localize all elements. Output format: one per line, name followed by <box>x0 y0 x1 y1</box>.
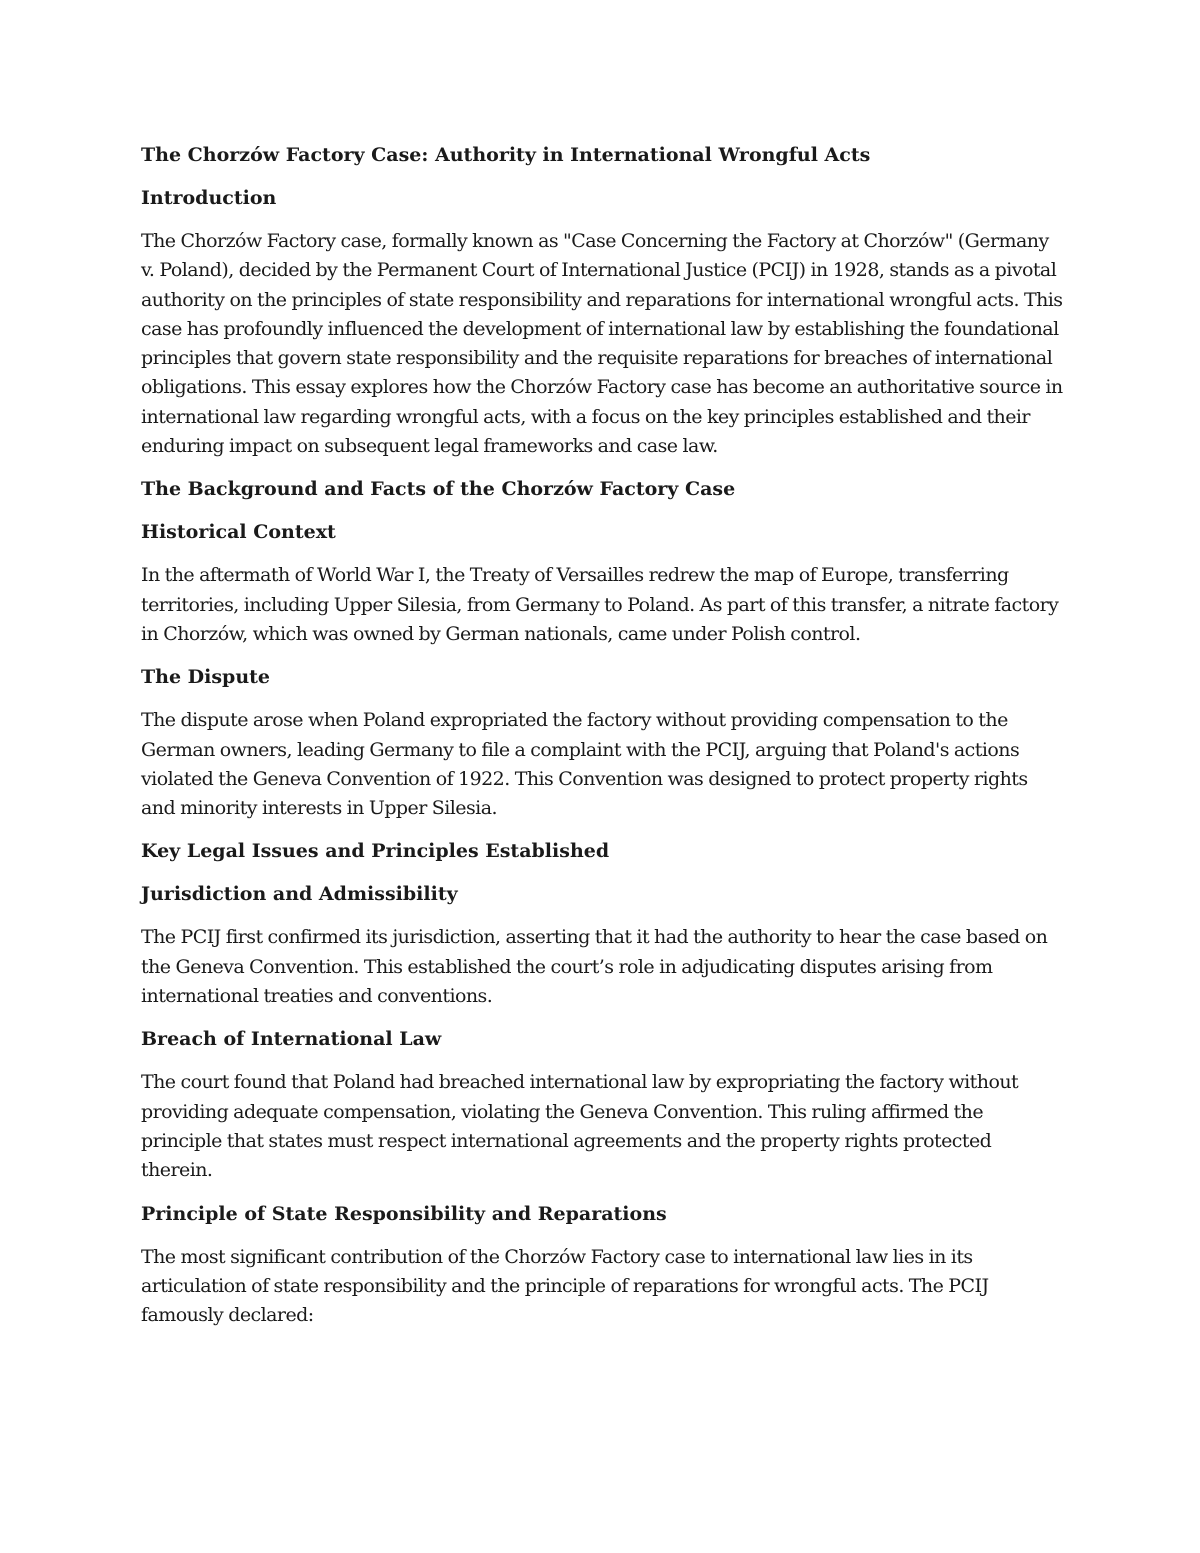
paragraph-state-responsibility: The most significant contribution of the Chorzów Factory case to international law lies in its articulation of state responsibility and the principle of reparations for wrongful acts. The PCIJ famously declared: <box>141 1245 989 1327</box>
document-page <box>141 141 1066 1344</box>
paragraph-the-dispute: The dispute arose when Poland expropriated the factory without providing compensation to the German owners, leading Germany to file a complaint with the PCIJ, arguing that Poland's actions violated the Geneva Convention of 1922. This Convention was designed to protect property rights and minority interests in Upper Silesia. <box>141 709 1028 820</box>
heading-introduction: Introduction <box>141 187 277 209</box>
heading-background-and-facts: The Background and Facts of the Chorzów Factory Case <box>141 478 736 501</box>
paragraph-historical-context: In the aftermath of World War I, the Treaty of Versailles redrew the map of Europe, transferring territories, including Upper Silesia, from Germany to Poland. As part of this transfer, a nitrate factory in Chorzów, which was owned by German nationals, came under Polish control. <box>141 564 1059 645</box>
document-title: The Chorzów Factory Case: Authority in International Wrongful Acts <box>141 144 871 166</box>
heading-the-dispute: The Dispute <box>141 666 271 689</box>
paragraph-jurisdiction: The PCIJ first confirmed its jurisdiction, asserting that it had the authority to hear the case based on the Geneva Convention. This established the court’s role in adjudicating disputes arising from international treaties and conventions. <box>141 926 1048 1008</box>
paragraph-introduction: The Chorzów Factory case, formally known as "Case Concerning the Factory at Chorzów" (Germany v. Poland), decided by the Permanent Court of International Justice (PCIJ) in 1928, stands as a pivotal authority on the principles of state responsibility and reparations for international wrongful acts. This case has profoundly influenced the development of international law by establishing the foundational principles that govern state responsibility and the requisite reparations for breaches of international obligations. This essay explores how the Chorzów Factory case has become an authoritative source in international law regarding wrongful acts, with a focus on the key principles established and their enduring impact on subsequent legal frameworks and case law. <box>141 230 1063 458</box>
heading-historical-context: Historical Context <box>141 521 336 544</box>
heading-breach: Breach of International Law <box>141 1028 442 1051</box>
heading-jurisdiction: Jurisdiction and Admissibility <box>141 883 458 906</box>
heading-state-responsibility: Principle of State Responsibility and Reparations <box>141 1202 667 1225</box>
paragraph-breach: The court found that Poland had breached international law by expropriating the factory without providing adequate compensation, violating the Geneva Convention. This ruling affirmed the principle that states must respect international agreements and the property rights protected therein. <box>141 1071 1019 1182</box>
heading-key-legal-issues: Key Legal Issues and Principles Established <box>141 840 610 863</box>
